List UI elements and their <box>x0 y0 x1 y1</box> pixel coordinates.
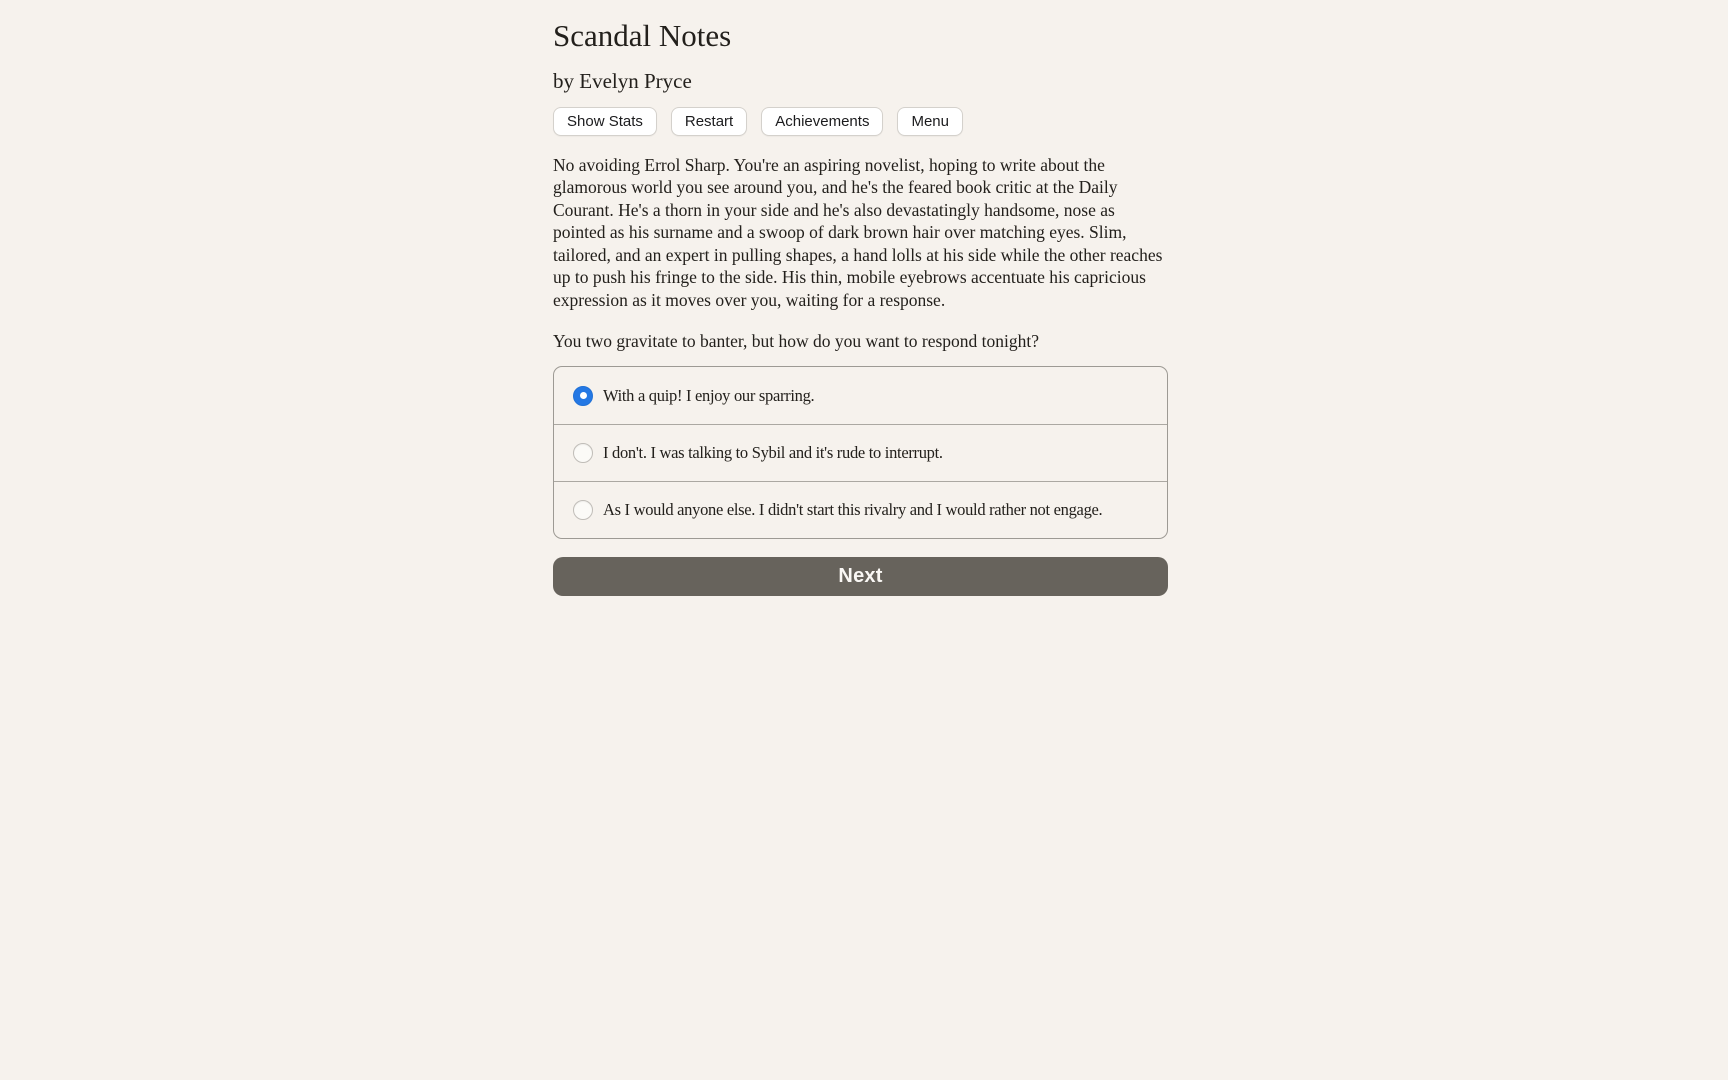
choice-label: I don't. I was talking to Sybil and it's rude to interrupt. <box>603 443 943 463</box>
game-content-column <box>553 0 1168 596</box>
next-button[interactable]: Next <box>553 557 1168 596</box>
restart-button[interactable]: Restart <box>671 107 747 136</box>
choice-group <box>553 366 1168 539</box>
choice-option[interactable] <box>554 481 1167 538</box>
choice-option[interactable] <box>554 424 1167 481</box>
radio-icon[interactable] <box>573 386 593 406</box>
story-paragraph: No avoiding Errol Sharp. You're an aspiring novelist, hoping to write about the glamorous world you see around you, and he's the feared book critic at the Daily Courant. He's a thorn in your side and he's also devastatingly handsome, nose as pointed as his surname and a swoop of dark brown hair over matching eyes. Slim, tailored, and an expert in pulling shapes, a hand lolls at his side while the other reaches up to push his fringe to the side. His thin, mobile eyebrows accentuate his capricious expression as it moves over you, waiting for a response. <box>553 154 1163 310</box>
choice-question: You two gravitate to banter, but how do you want to respond tonight? <box>553 330 1040 351</box>
author-byline: by Evelyn Pryce <box>553 68 692 93</box>
choice-label: As I would anyone else. I didn't start this rivalry and I would rather not engage. <box>603 500 1103 520</box>
choice-label: With a quip! I enjoy our sparring. <box>603 385 815 405</box>
choice-option[interactable] <box>554 367 1167 424</box>
radio-icon[interactable] <box>573 443 593 463</box>
achievements-button[interactable]: Achievements <box>761 107 883 136</box>
radio-icon[interactable] <box>573 500 593 520</box>
menu-button[interactable]: Menu <box>897 107 963 136</box>
show-stats-button[interactable]: Show Stats <box>553 107 657 136</box>
toolbar <box>553 107 1168 136</box>
page-title: Scandal Notes <box>553 18 732 53</box>
